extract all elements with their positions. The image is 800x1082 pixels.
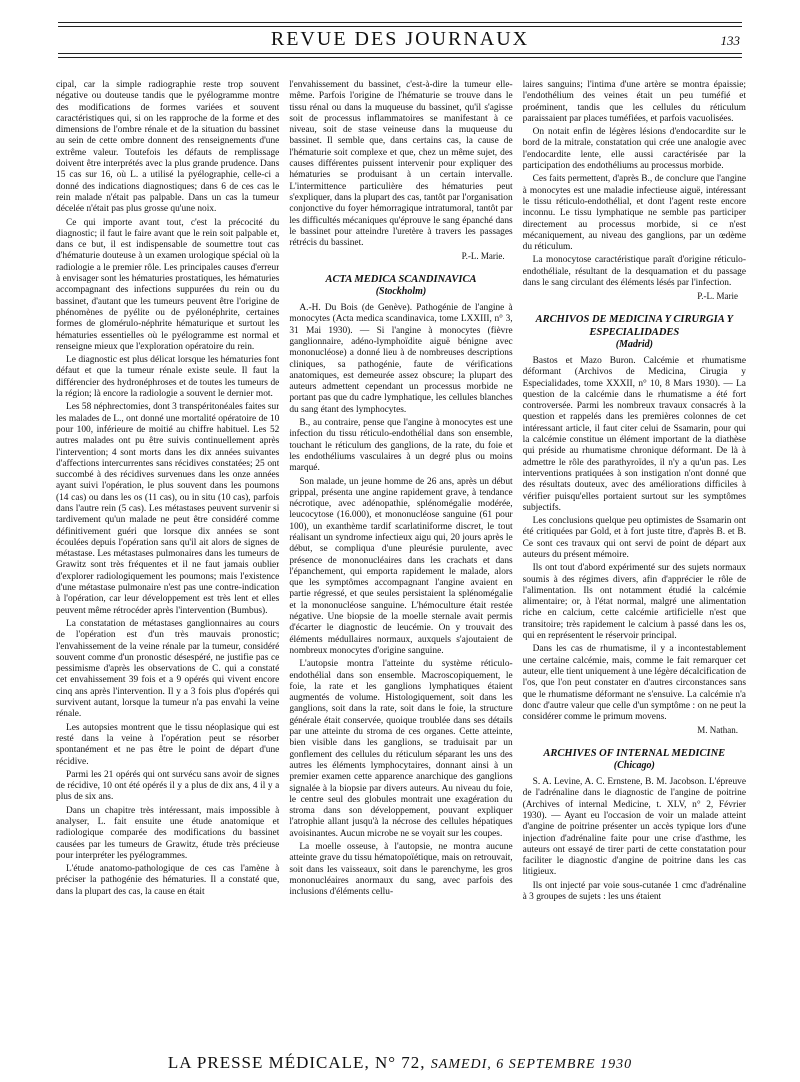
section-title: ARCHIVES OF INTERNAL MEDICINE (543, 747, 726, 759)
page-footer (60, 1053, 740, 1073)
paragraph: Ils ont tout d'abord expérimenté sur des sujets normaux soumis à des régimes divers, afin d'apprécier le rôle de l'alimentation. Ils ont notamment étudié la calcémie alimentaire; or, à l'état normal, malgré une alimentation riche en calcium, cette calcémie artificielle n'est que transitoire; très rapidement le calcium à passé dans les os, qui en représentent le réservoir principal. (522, 563, 746, 642)
header-rule-top (58, 22, 742, 23)
author-signature: M. Nathan. (697, 725, 738, 736)
paragraph: Dans un chapitre très intéressant, mais impossible à analyser, L. fait ensuite une étude anatomique et radiologique comparée des modifications du bassinet causées par les tumeurs de Grawitz, étude très précieuse pour interpréter les pyélogrammes. (56, 805, 280, 861)
column-middle (289, 80, 512, 1028)
page-header-title: REVUE DES JOURNAUX (270, 28, 530, 50)
section-title: ACTA MEDICA SCANDINAVICA (325, 273, 477, 285)
paragraph: Parmi les 21 opérés qui ont survécu sans avoir de signes de récidive, 10 ont été opérés il y a plus de dix ans, 4 il y a plus de six ans. (56, 769, 280, 803)
header-rule-top-inner (58, 26, 742, 27)
section-subtitle: (Madrid) (615, 338, 653, 350)
paragraph: Les autopsies montrent que le tissu néoplasique qui est resté dans la veine à l'opération peut se résorber spontanément et ne pas être le point de départ d'une récidive. (56, 722, 280, 767)
paragraph: Ces faits permettent, d'après B., de conclure que l'angine à monocytes est une maladie infectieuse aiguë, intéressant le tissu réticulo-endothélial, et dont l'agent reste encore inconnu. Le tissu lymphatique ne semble pas participer directement au processus morbide, si ce n'est mécaniquement, au niveau des ganglions, par un œdème du réticulum. (522, 174, 746, 253)
column-left (56, 80, 279, 1028)
paragraph: Le diagnostic est plus délicat lorsque les hématuries font défaut et que la tumeur rénale existe seule. Il faut la différencier des hydronéphroses et de toutes les tumeurs de la région; là encore la radiologie a souvent le dernier mot. (56, 355, 280, 400)
paragraph: On notait enfin de légères lésions d'endocardite sur le bord de la mitrale, constatation qui crée une analogie avec l'endocardite lente, elle aussi caractérisée par la participation des endothéliums au processus morbide. (522, 127, 746, 172)
page-number: 133 (720, 33, 740, 48)
paragraph: Dans les cas de rhumatisme, il y a incontestablement une certaine calcémie, mais, comme le fait remarquer cet auteur, elle tient uniquement à une légère décalcification de l'os, que l'on peut constater en d'autres circonstances sans que le rhumatisme déformant ne s'ensuive. La calcémie n'a donc d'autre valeur que celle d'un symptôme : on ne peut la considérer comme le primum movens. (522, 644, 746, 723)
paragraph: B., au contraire, pense que l'angine à monocytes est une infection du tissu réticulo-endothélial dans son ensemble, touchant le réticulum des ganglions, de la rate, du foie et les endothéliums vasculaires à un degré plus ou moins marqué. (289, 418, 513, 474)
paragraph: L'étude anatomo-pathologique de ces cas l'amène à préciser la pathogénie des hématuries. Il a constaté que, dans la plupart des cas, la cause en était (56, 864, 280, 897)
paragraph: cipal, car la simple radiographie reste trop souvent négative ou douteuse tandis que le pyélogramme montre des modifications de formes variées et souvent caractéristiques qui, si on les rapproche de la forme et des dimensions de l'ombre rénale et de la situation du bassinet au sein de cette ombre donnent des renseignements d'une extrême valeur. Toutefois les défauts de remplissage doivent être interprétés avec la plus grande prudence. Dans 15 cas sur 16, où L. a utilisé la pyélographie, celle-ci a donné des indications diagnostiques; dans 6 de ces cas le rein malade n'était pas palpable. Dans un cas la tumeur décelée n'était pas plus grosse qu'une noix. (56, 80, 280, 215)
paragraph: l'envahissement du bassinet, c'est-à-dire la tumeur elle-même. Parfois l'origine de l'hématurie se trouve dans le tissu rénal ou dans la muqueuse du bassinet, qu'il s'agisse soit de processus inflammatoires se manifestant à ce niveau, soit de stase veineuse dans la muqueuse du bassinet. Il semble que, dans certains cas, la cause de l'hématurie soit complexe et que, chez un même sujet, des causes différentes puissent intervenir pour expliquer des hématuries se produisant à un certain intervalle. L'intermittence particulière des hématuries peut s'expliquer, dans la plupart des cas, tantôt par l'organisation conjonctive du foyer hémorragique intratumoral, tantôt par les difficultés mécaniques qu'éprouve le sang épanché dans le bassinet pour atteindre l'uretère à travers les passages rétrécis du bassinet. (289, 80, 513, 249)
paragraph: L'autopsie montra l'atteinte du système réticulo-endothélial dans son ensemble. Macroscopiquement, le foie, la rate et les ganglions lymphatiques étaient augmentés de volume. Histologiquement, soit dans les ganglions, soit dans la rate, soit dans le foie, la structure générale était conservée, quoique troublée dans ses détails par une atteinte du stroma de ces organes. Cette atteinte, bien visible dans les ganglions, se traduisait par un gonflement des cellules du réticulum séparant les uns des autres les éléments lymphocytaires, donnant ainsi à un premier examen cette apparence anarchique des ganglions signalée à la biopsie par divers auteurs. Au niveau du foie, le centre seul des globules montrait une exagération du stroma dans son développement, pouvant expliquer l'atrophie allant jusqu'à la nécrose des cellules hépatiques avoisinantes. Aucun microbe ne se voyait sur les coupes. (289, 659, 513, 839)
paragraph: Ce qui importe avant tout, c'est la précocité du diagnostic; il faut le faire avant que le rein soit palpable et, dans ce but, il est indispensable de soumettre tout cas d'hématurie douteuse à un examen urologique spécial où la radiologie a le premier rôle. Les principales causes d'erreur à envisager sont les hématuries prostatiques, les hématuries accompagnant des infections suppurées du rein ou du bassinet, d'autant que les tumeurs peuvent être l'origine de phénomènes de pyélite ou de pyélonéphrite, certaines formes de glomérulo-néphrite hématurique et surtout les hématuries essentielles où le pyélogramme est normal et renseigne mieux que l'exploration opératoire du rein. (56, 217, 280, 352)
article-columns (56, 80, 746, 1028)
paragraph: laires sanguins; l'intima d'une artère se montra épaissie; l'endothélium des veines était un peu tuméfié et proéminent, tandis que les cellules du réticulum paraissaient par places tuméfiées, et parfois vacuolisées. (522, 80, 746, 124)
column-right (523, 80, 746, 1028)
paragraph: La constatation de métastases ganglionnaires au cours de l'opération est d'un très mauvais pronostic; l'envahissement de la veine rénale par la tumeur, considéré souvent comme d'un pronostic désespéré, ne justifie pas ce pessimisme d'après les observations de C. qui a constaté cet envahissement 39 fois et a 9 opérés qui vivent encore cinq ans après l'intervention. Il y a 3 fois plus d'opérés qui survivent autant, lorsque la tumeur n'a pas envahi la veine rénale. (56, 618, 280, 720)
paragraph: Les 58 néphrectomies, dont 3 transpéritonéales faites sur les malades de L., ont donné une mortalité opératoire de 10 pour 100, inférieure de moitié au chiffre habituel. Les 52 autres malades ont pu être suivis continuellement après l'intervention; 4 sont morts dans les dix années suivantes d'affections intercurrentes sans récidives constatées; 25 ont succombé à des récidives survenues dans les onze années ayant suivi l'opération, le plus souvent dans les poumons (14 cas) ou dans les os (11 cas), ou in situ (10 cas), parfois dans l'autre rein (5 cas). Les métastases peuvent survenir si tardivement qu'un malade ne peut être considéré comme définitivement guéri que lorsque dix années se sont écoulées depuis l'opération sans qu'il ait alors de signes de métastase. Les métastases pulmonaires dans les tumeurs de Grawitz sont très fréquentes et il ne faut jamais oublier d'explorer radiologiquement les poumons; mais l'existence d'une métastase pulmonaire n'est pas une contre-indication à l'opération, car leur développement est très lent et elles peuvent même rétrocéder après l'intervention (Bumbus). (56, 402, 280, 616)
paragraph: Son malade, un jeune homme de 26 ans, après un début grippal, présenta une angine rapidement grave, à tendance nécrotique, avec adénopathie, splénomégalie modérée, leucocytose (16.000), et mononucléose sanguine (61 pour 100), un exanthème tardif scarlatiniforme discret, le tout réalisant un syndrome infectieux aigu qui, 20 jours après le début, se compliqua d'une pleurésie purulente, avec présence de mononucléaires dans les crachats et dans l'épanchement, qui emporta rapidement le malade, alors que les symptômes accompagnant l'angine avaient en partie régressé, et que seules persistaient la splénomégalie et la mononucléose sanguine. L'hémoculture était restée négative. Une biopsie de la moelle sternale avait permis d'écarter le diagnostic de leucémie. On y trouvait des éléments médullaires normaux, auxquels s'ajoutaient de nombreux monocytes d'origine sanguine. (289, 476, 513, 656)
header-rule-bottom-inner (58, 53, 742, 54)
header-rule-bottom (58, 57, 742, 58)
paragraph: Bastos et Mazo Buron. Calcémie et rhumatisme déformant (Archivos de Medicina, Cirugia y Especialidades, tome XXXII, n° 10, 8 Mars 1930). — La question de la calcémie dans le rhumatisme a été fort controversée. Parmi les nombreux travaux consacrés à la question et rappelés dans les premières colonnes de cet intéressant article, il faut citer celui de Ssamarin, pour qui la calcémie constitue un élément important de la diathèse qui préside au rhumatisme chronique déformant. De là à admettre le rôle des parathyroïdes, il n'y a qu'un pas. Les interventions pratiquées à son instigation n'ont donné que des résultats douteux, avec des améliorations difficiles à vérifier puisqu'elles portaient surtout sur les symptômes subjectifs. (522, 355, 746, 513)
section-title: ARCHIVOS DE MEDICINA Y CIRURGIA Y ESPECIALIDADES (535, 313, 733, 338)
paragraph: Ils ont injecté par voie sous-cutanée 1 cmc d'adrénaline à 3 groupes de sujets : les uns étaient (522, 880, 746, 902)
author-signature: P.-L. Marie. (461, 251, 505, 262)
section-subtitle: (Chicago) (613, 759, 655, 771)
paragraph: Les conclusions quelque peu optimistes de Ssamarin ont été critiquées par Gold, et à fort juste titre, d'après B. et B. Ce sont ces travaux qui ont servi de point de départ aux auteurs du présent mémoire. (522, 516, 746, 560)
paragraph: S. A. Levine, A. C. Ernstene, B. M. Jacobson. L'épreuve de l'adrénaline dans le diagnostic de l'angine de poitrine (Archives of internal Medicine, t. XLV, n° 2, Février 1930). — Ayant eu l'occasion de voir un malade atteint d'angine de poitrine présenter un accès typique lors d'une injection d'adrénaline faite pour une crise d'asthme, les auteurs ont essayé de tirer parti de cette constatation pour faciliter le diagnostic d'angine de poitrine dans les cas litigieux. (522, 777, 746, 878)
section-subtitle: (Stockholm) (375, 285, 427, 297)
paragraph: La moelle osseuse, à l'autopsie, ne montra aucune atteinte grave du tissu hématopoïétique, mais on retrouvait, soit dans les vaisseaux, soit dans le parenchyme, les gros mononucléaires anormaux du sang, avec parfois des inclusions d'éléments cellu- (289, 842, 513, 898)
paragraph: A.-H. Du Bois (de Genève). Pathogénie de l'angine à monocytes (Acta medica scandinavica, tome LXXIII, n° 3, 31 Mai 1930). — Si l'angine à monocytes (fièvre ganglionnaire, adéno-lymphoïdite aiguë bénigne avec mononucléose) a donné lieu à de nombreuses descriptions cliniques, sa pathogénie, faute de vérifications anatomiques, est demeurée assez obscure; la plupart des auteurs admettent cependant un processus morbide ne portant pas que du cadre lymphatique, les cellules blanches du sang étant des lymphocytes. (289, 303, 513, 415)
footer-date: SAMEDI, 6 SEPTEMBRE 1930 (430, 1057, 633, 1072)
author-signature: P.-L. Marie (697, 291, 738, 302)
footer-journal: LA PRESSE MÉDICALE, N° 72, (167, 1053, 426, 1072)
paragraph: La monocytose caractéristique paraît d'origine réticulo-endothéliale, résultant de la desquamation et du passage dans le sang circulant des éléments lésés par l'infection. (522, 255, 746, 289)
